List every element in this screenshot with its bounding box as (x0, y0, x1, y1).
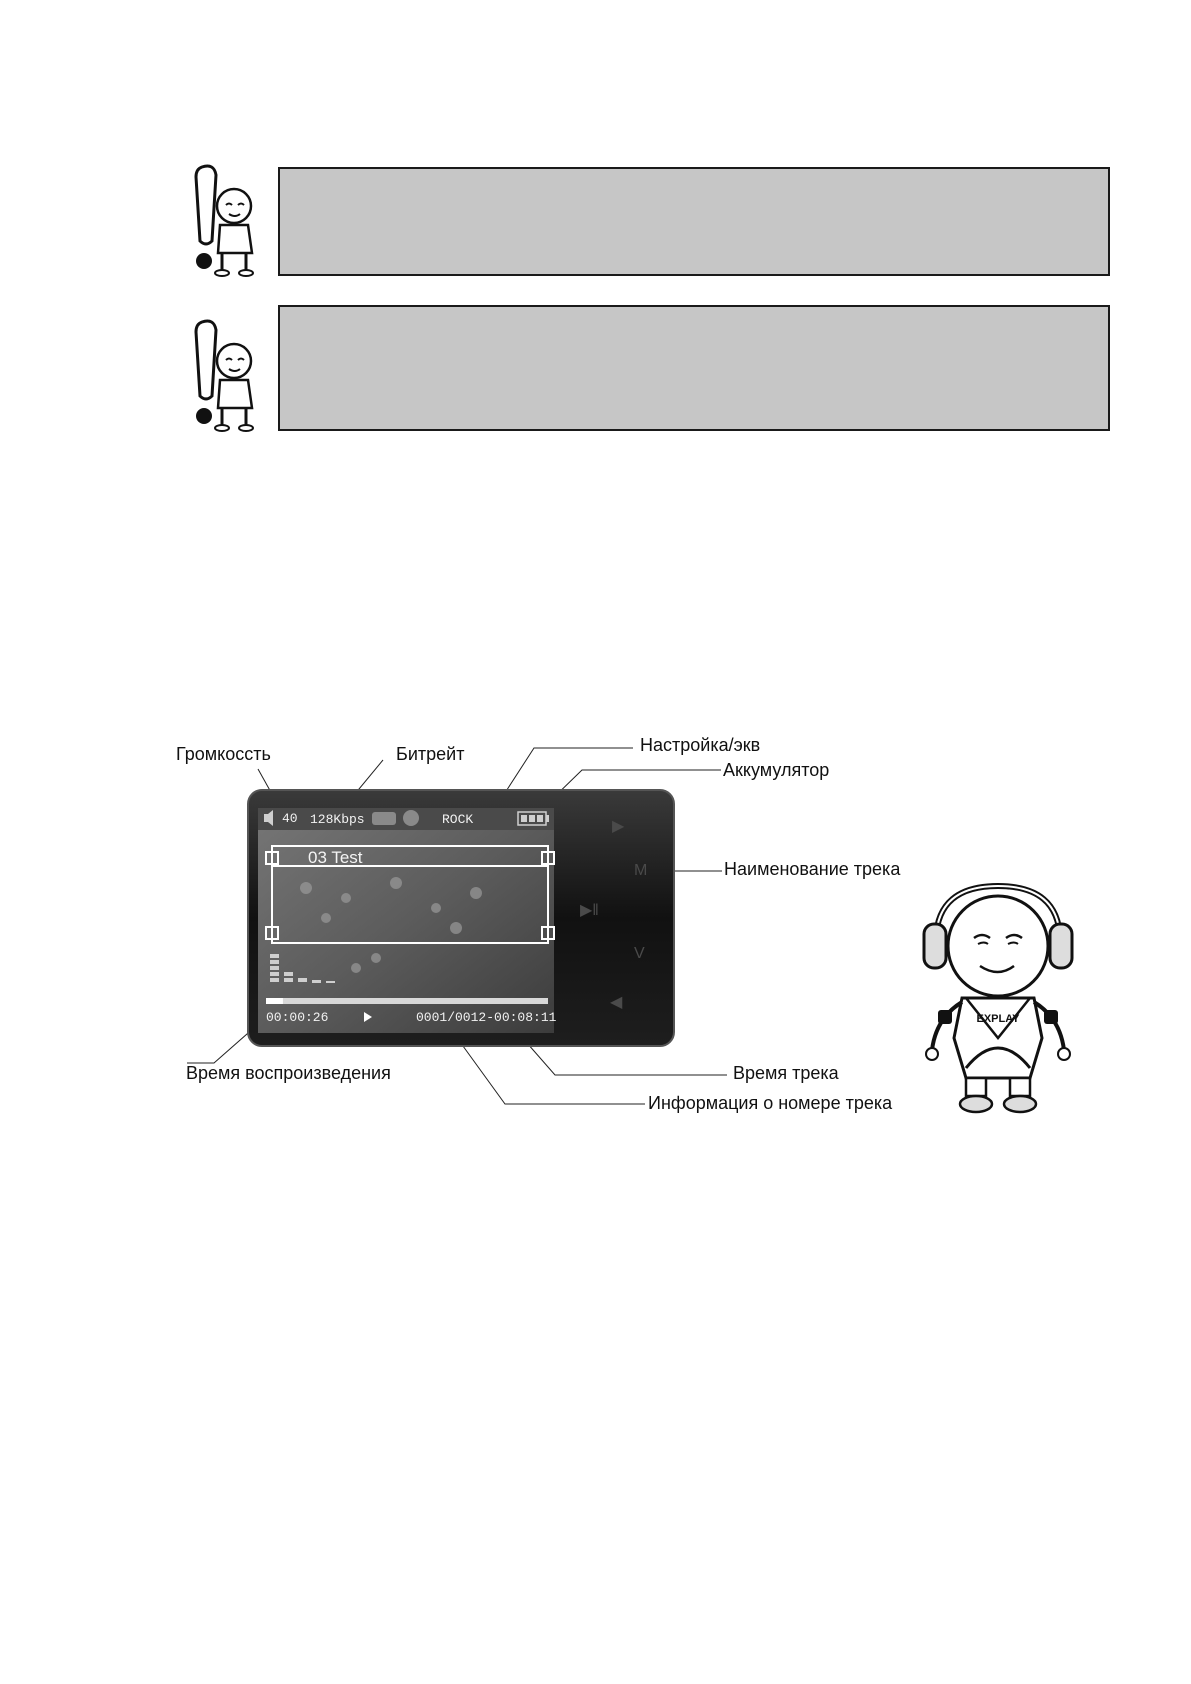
play-pause-key[interactable]: ▶ǁ (580, 902, 599, 919)
progress-fill (266, 998, 283, 1004)
volume-down-key[interactable]: V (634, 945, 645, 962)
back-key[interactable]: ◀ (610, 994, 623, 1011)
menu-key[interactable]: M (634, 862, 648, 879)
callout-play-time: Время воспроизведения (186, 1063, 391, 1083)
callout-track-name: Наименование трека (724, 859, 901, 879)
callout-eq-setting: Настройка/экв (640, 735, 761, 755)
progress-track[interactable] (266, 998, 548, 1004)
callout-bitrate: Битрейт (396, 744, 465, 764)
elapsed-time: 00:00:26 (266, 1010, 329, 1025)
eq-value: ROCK (442, 812, 474, 827)
bitrate-value: 128Kbps (310, 812, 365, 827)
callout-track-number-info: Информация о номере трека (648, 1093, 893, 1113)
track-info: 0001/0012-00:08:11 (416, 1010, 557, 1025)
track-title: 03 Test (308, 848, 363, 867)
svg-text:EXPLAY: EXPLAY (976, 1013, 1020, 1025)
media-player-device (246, 788, 676, 1053)
headphone-mascot-icon (918, 878, 1078, 1118)
play-key[interactable]: ▶ (612, 818, 625, 835)
repeat-mode-icon (372, 812, 396, 825)
callout-track-time: Время трека (733, 1063, 839, 1083)
volume-value: 40 (282, 811, 298, 826)
shuffle-mode-icon (403, 810, 419, 826)
callout-volume: Громкосcть (176, 744, 271, 764)
callout-battery: Аккумулятор (723, 760, 830, 780)
